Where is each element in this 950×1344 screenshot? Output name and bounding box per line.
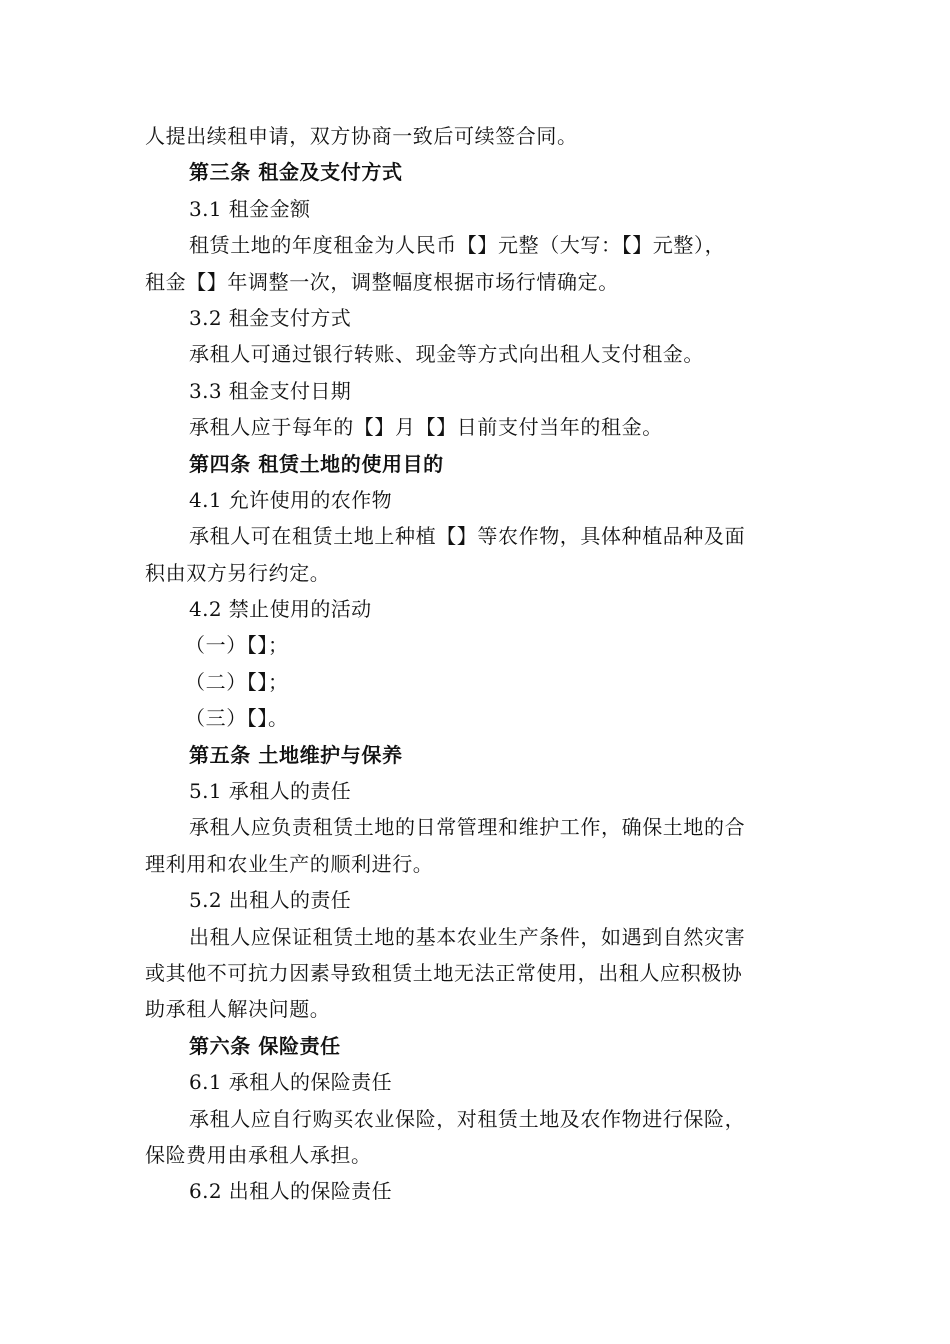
paragraph-line: 承租人应负责租赁土地的日常管理和维护工作，确保土地的合 bbox=[189, 815, 746, 840]
paragraph-line: 积由双方另行约定。 bbox=[145, 560, 331, 585]
paragraph-line: 租金【】年调整一次，调整幅度根据市场行情确定。 bbox=[145, 269, 619, 294]
section-heading: 6.2 出租人的保险责任 bbox=[189, 1179, 392, 1204]
section-heading: 5.1 承租人的责任 bbox=[189, 779, 352, 804]
paragraph-line: 助承租人解决问题。 bbox=[145, 997, 331, 1022]
paragraph-line: 或其他不可抗力因素导致租赁土地无法正常使用，出租人应积极协 bbox=[145, 960, 743, 985]
paragraph-line: 承租人可通过银行转账、现金等方式向出租人支付租金。 bbox=[189, 342, 704, 367]
section-heading: 6.1 承租人的保险责任 bbox=[189, 1070, 392, 1095]
list-item: （一）【】； bbox=[185, 633, 289, 658]
paragraph-line: 承租人应自行购买农业保险，对租赁土地及农作物进行保险， bbox=[189, 1106, 746, 1131]
document-body bbox=[145, 118, 810, 1210]
article-heading: 第五条 土地维护与保养 bbox=[189, 742, 403, 767]
article-heading: 第三条 租金及支付方式 bbox=[189, 160, 403, 185]
paragraph-line: 理利用和农业生产的顺利进行。 bbox=[145, 851, 434, 876]
section-heading: 4.2 禁止使用的活动 bbox=[189, 597, 372, 622]
section-heading: 3.3 租金支付日期 bbox=[189, 378, 352, 403]
paragraph-line: 出租人应保证租赁土地的基本农业生产条件，如遇到自然灾害 bbox=[189, 924, 746, 949]
paragraph-line: 人提出续租申请，双方协商一致后可续签合同。 bbox=[145, 124, 578, 148]
section-heading: 5.2 出租人的责任 bbox=[189, 888, 352, 913]
section-heading: 4.1 允许使用的农作物 bbox=[189, 487, 392, 512]
paragraph-line: 承租人应于每年的【】月【】日前支付当年的租金。 bbox=[189, 415, 663, 440]
article-heading: 第四条 租赁土地的使用目的 bbox=[189, 451, 444, 476]
paragraph-line: 租赁土地的年度租金为人民币【】元整（大写：【】元整）， bbox=[189, 233, 726, 258]
list-item: （二）【】； bbox=[185, 669, 289, 694]
paragraph-line: 保险费用由承租人承担。 bbox=[145, 1142, 372, 1167]
paragraph-line: 承租人可在租赁土地上种植【】等农作物，具体种植品种及面 bbox=[189, 524, 746, 549]
section-heading: 3.1 租金金额 bbox=[189, 196, 311, 221]
list-item: （三）【】。 bbox=[185, 706, 289, 731]
article-heading: 第六条 保险责任 bbox=[189, 1033, 341, 1058]
section-heading: 3.2 租金支付方式 bbox=[189, 305, 352, 330]
